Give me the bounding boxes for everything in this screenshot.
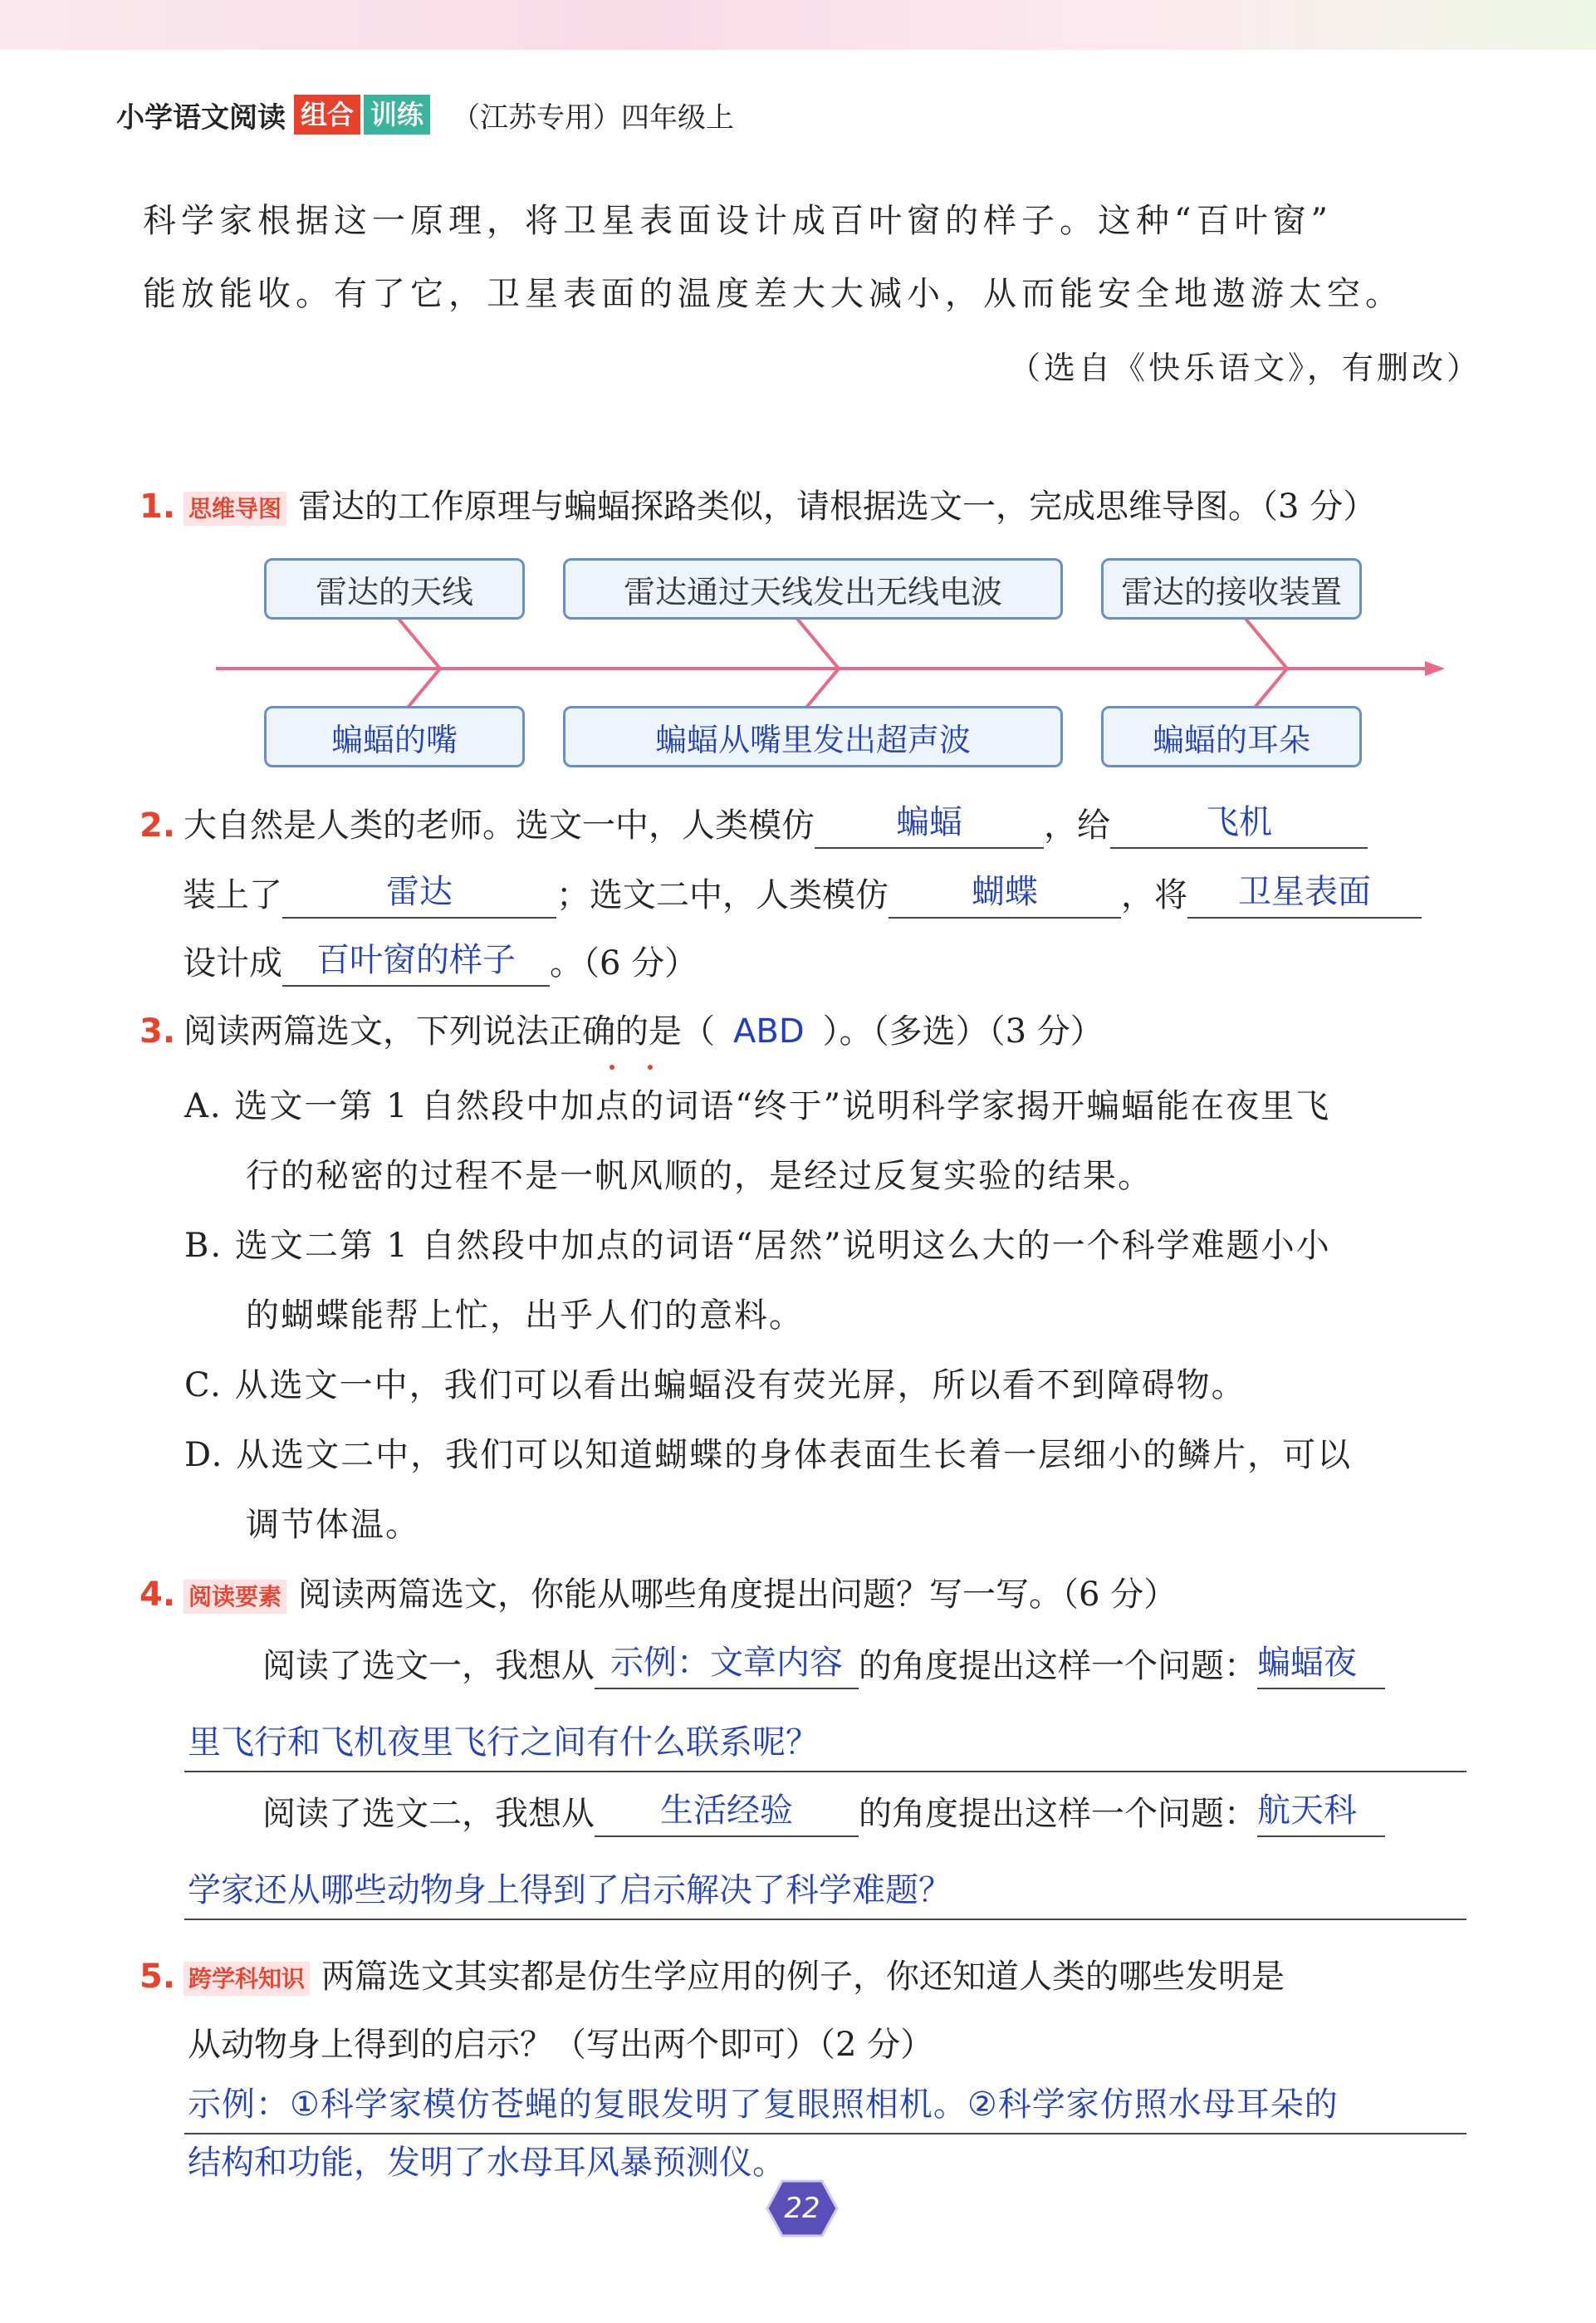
question-4-number: 4. — [140, 1576, 176, 1614]
question-3-number: 3. — [140, 1012, 176, 1051]
question-4-line-2 — [262, 1787, 1385, 1839]
option-c: C. 从选文一中，我们可以看出蝙蝠没有荧光屏，所以看不到障碍物。 — [184, 1366, 1246, 1404]
page-number-badge — [766, 2179, 839, 2237]
mind-map-top-box-3: 雷达的接收装置 — [1101, 558, 1362, 620]
question-5-tag: 跨学科知识 — [184, 1962, 310, 1996]
question-4-s2-prefix: 阅读了选文二，我想从 — [262, 1795, 595, 1833]
mind-map-top-box-2: 雷达通过天线发出无线电波 — [563, 558, 1063, 620]
passage-source: （选自《快乐语文》，有删改） — [1008, 350, 1481, 386]
answer-question-1-start[interactable]: 蝙蝠夜 — [1257, 1638, 1385, 1689]
answer-blank-imitate-2[interactable]: 蝴蝶 — [889, 867, 1121, 919]
question-4-s2-middle: 的角度提出这样一个问题： — [859, 1795, 1257, 1833]
question-2-line-1 — [140, 799, 1368, 850]
question-3 — [140, 1007, 1104, 1056]
question-2-number: 2. — [140, 806, 176, 845]
question-3-text-1: 阅读两篇选文，下列说法正确的是（ — [184, 1012, 716, 1051]
question-5-text-2: 从动物身上得到的启示？（写出两个即可）（2 分） — [188, 2026, 934, 2064]
page-number: 22 — [784, 2192, 820, 2225]
answer-question-2-rest[interactable]: 学家还从哪些动物身上得到了启示解决了科学难题？ — [188, 1871, 952, 1909]
passage-line-1: 科学家根据这一原理，将卫星表面设计成百叶窗的样子。这种“百叶窗” — [143, 202, 1333, 240]
answer-question-2-start[interactable]: 航天科 — [1257, 1786, 1385, 1837]
emphasis-dot — [610, 1065, 614, 1070]
option-b-line-2: 的蝴蝶能帮上忙，出乎人们的意料。 — [246, 1296, 804, 1335]
page-header — [116, 93, 734, 136]
question-4-s1-middle: 的角度提出这样一个问题： — [859, 1647, 1257, 1685]
mind-map-top-box-1: 雷达的天线 — [264, 558, 525, 620]
emphasis-dot — [648, 1065, 653, 1070]
question-4-tag: 阅读要素 — [184, 1580, 286, 1614]
question-1-number: 1. — [140, 488, 176, 526]
answer-blank-imitate-1[interactable]: 蝙蝠 — [815, 797, 1044, 849]
book-edition: （江苏专用）四年级上 — [452, 100, 735, 135]
answer-blank-angle-2[interactable]: 生活经验 — [595, 1786, 859, 1837]
question-5-text-1: 两篇选文其实都是仿生学应用的例子，你还知道人类的哪些发明是 — [321, 1958, 1285, 1996]
mind-map-bottom-box-3: 蝙蝠的耳朵 — [1101, 706, 1362, 767]
question-2-text-6: 设计成 — [183, 944, 282, 983]
question-5-number: 5. — [140, 1958, 176, 1996]
question-2-line-3 — [183, 937, 698, 988]
question-2-line-2 — [183, 869, 1422, 920]
answer-blank-design-target[interactable]: 卫星表面 — [1187, 867, 1422, 919]
top-decorative-band — [0, 0, 1596, 50]
book-title: 小学语文阅读 — [116, 100, 286, 135]
passage-line-2: 能放能收。有了它，卫星表面的温度差大大减小，从而能安全地遨游太空。 — [143, 275, 1403, 313]
option-d-line-2: 调节体温。 — [246, 1506, 420, 1544]
question-1-tag: 思维导图 — [184, 492, 286, 526]
question-1-text: 雷达的工作原理与蝙蝠探路类似，请根据选文一，完成思维导图。（3 分） — [298, 488, 1377, 526]
option-d-line-1: D. 从选文二中，我们可以知道蝴蝶的身体表面生长着一层细小的鳞片，可以 — [184, 1436, 1353, 1474]
option-a-line-2: 行的秘密的过程不是一帆风顺的，是经过反复实验的结果。 — [246, 1157, 1153, 1195]
answer-question-1-rest[interactable]: 里飞行和飞机夜里飞行之间有什么联系呢？ — [188, 1723, 819, 1762]
option-a-line-1: A. 选文一第 1 自然段中加点的词语“终于”说明科学家揭开蝙蝠能在夜里飞 — [184, 1087, 1331, 1125]
answer-blank-design-result[interactable]: 百叶窗的样子 — [282, 935, 550, 987]
answer-blank-installed[interactable]: 雷达 — [282, 867, 556, 919]
question-4-s1-prefix: 阅读了选文一，我想从 — [262, 1647, 595, 1685]
question-4-line-1 — [262, 1639, 1385, 1691]
option-b-line-1: B. 选文二第 1 自然段中加点的词语“居然”说明这么大的一个科学难题小小 — [184, 1227, 1331, 1265]
answer-line — [184, 1919, 1466, 1920]
question-2-text-1: 大自然是人类的老师。选文一中，人类模仿 — [184, 806, 815, 845]
question-3-answer[interactable]: ABD — [733, 1012, 805, 1051]
question-2-text-4: ；选文二中，人类模仿 — [556, 876, 889, 914]
book-tag-combo: 组合 — [294, 95, 360, 135]
question-1 — [140, 482, 1376, 534]
question-4-text: 阅读两篇选文，你能从哪些角度提出问题？写一写。（6 分） — [298, 1576, 1177, 1614]
answer-question-5-line-2[interactable]: 结构和功能，发明了水母耳风暴预测仪。 — [188, 2144, 786, 2182]
question-2-text-7: 。（6 分） — [550, 944, 698, 983]
mind-map-bottom-box-2: 蝙蝠从嘴里发出超声波 — [563, 706, 1063, 767]
answer-blank-angle-1[interactable]: 示例：文章内容 — [595, 1638, 859, 1689]
book-tag-training: 训练 — [364, 95, 430, 135]
answer-line — [184, 1771, 1466, 1772]
question-2-text-3: 装上了 — [183, 876, 282, 914]
question-2-text-2: ，给 — [1044, 806, 1111, 845]
question-4 — [140, 1570, 1177, 1622]
question-5-line-1 — [140, 1952, 1285, 2004]
mind-map-bottom-box-1: 蝙蝠的嘴 — [264, 706, 525, 767]
answer-question-5-line-1[interactable]: 示例：①科学家模仿苍蝇的复眼发明了复眼照相机。②科学家仿照水母耳朵的 — [188, 2085, 1339, 2124]
answer-line — [184, 2133, 1466, 2134]
question-3-text-2: ）。（多选）（3 分） — [822, 1012, 1104, 1051]
question-2-text-5: ，将 — [1121, 876, 1187, 914]
answer-blank-equip[interactable]: 飞机 — [1110, 797, 1368, 849]
